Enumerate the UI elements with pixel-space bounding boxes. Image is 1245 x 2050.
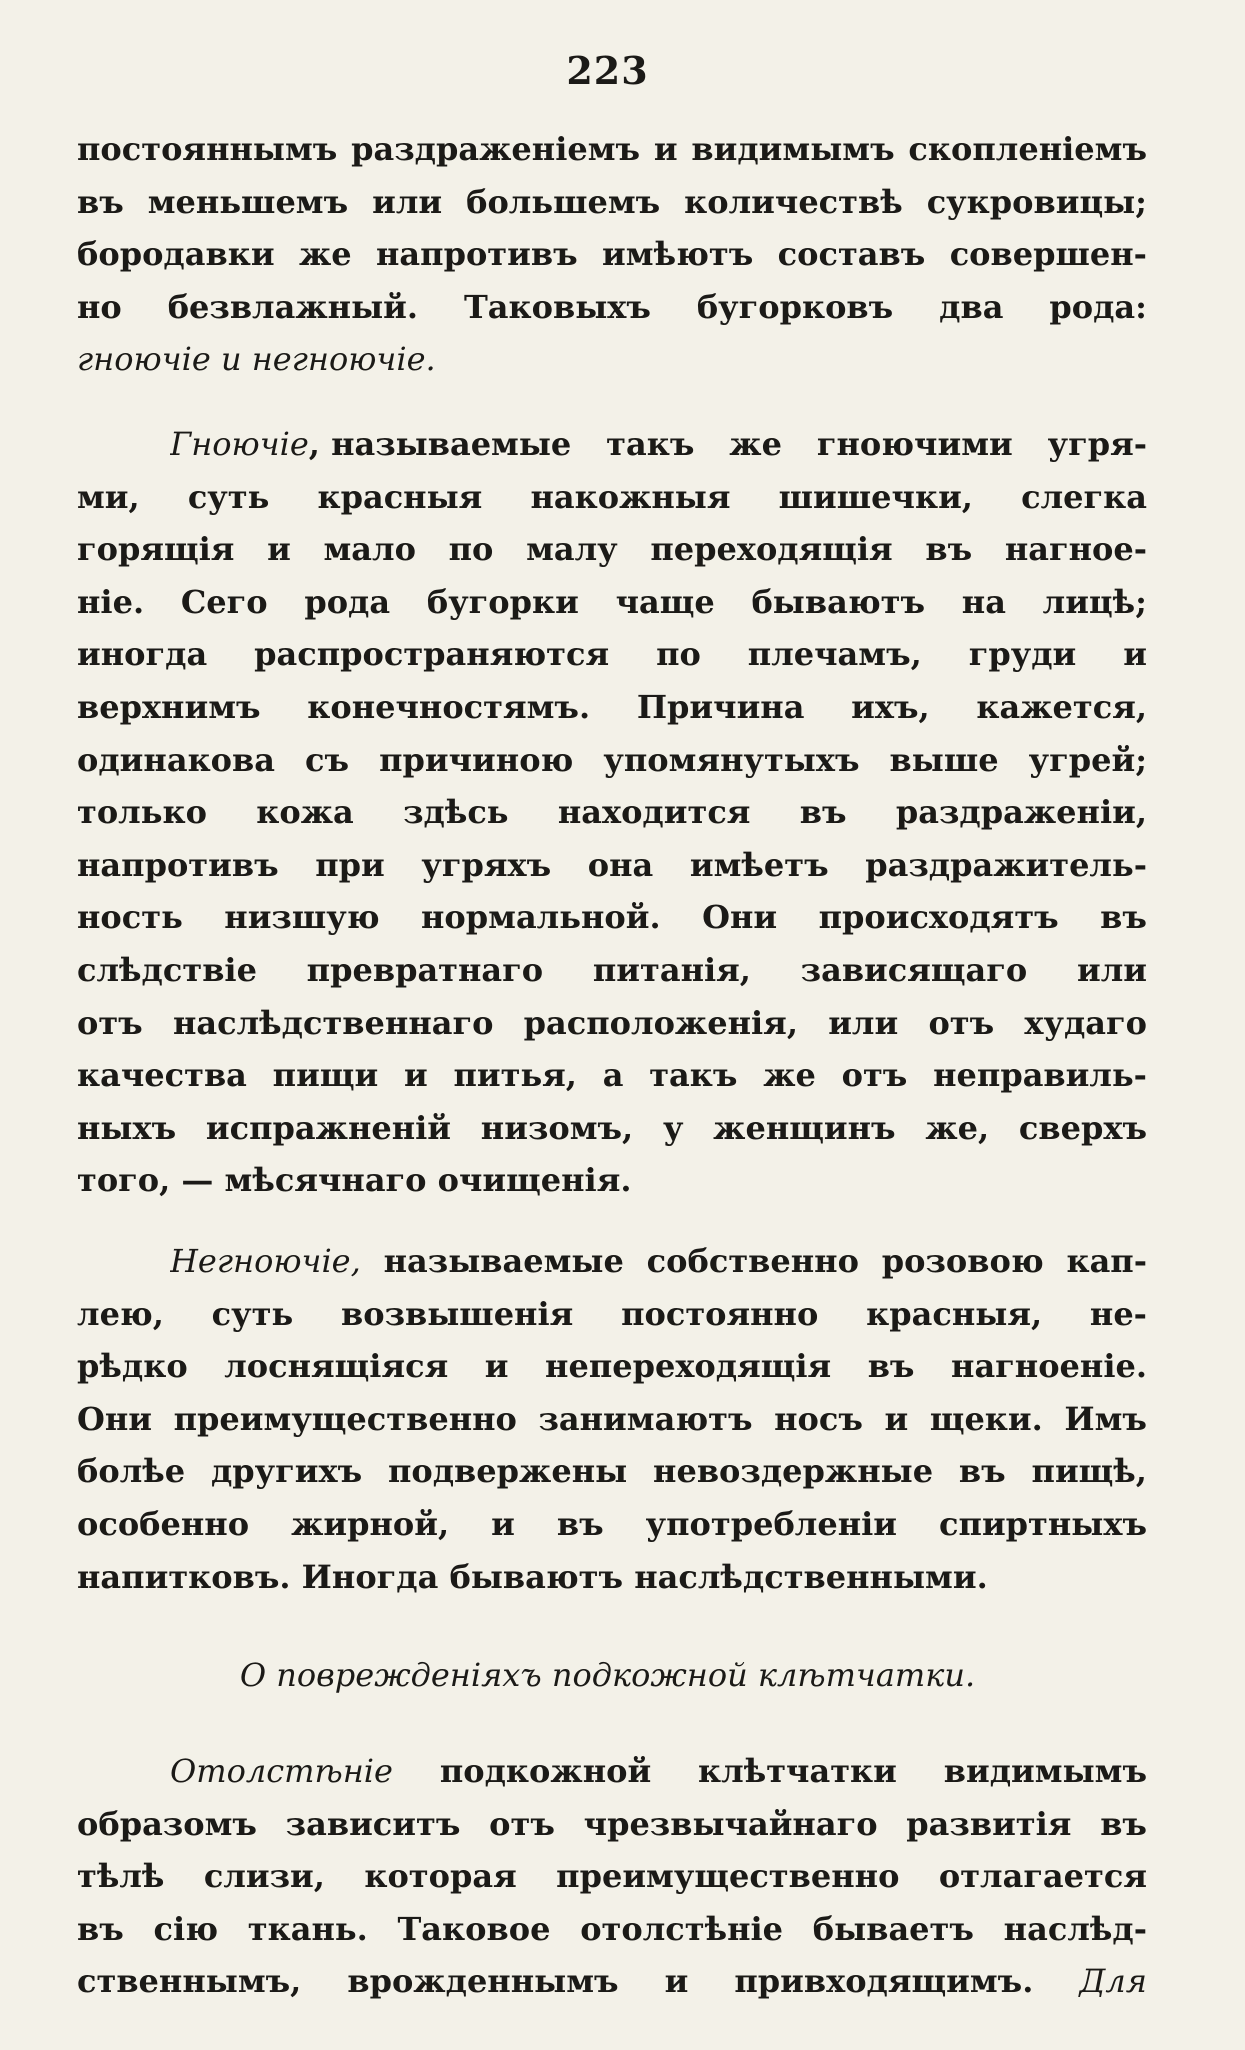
text-line xyxy=(77,741,1147,794)
word: раздраженіемъ xyxy=(351,130,641,168)
word: привходящимъ. xyxy=(734,1962,1034,2001)
word: Таковыхъ xyxy=(463,287,651,326)
text-line xyxy=(77,183,1147,236)
word: пищи xyxy=(272,1056,379,1095)
text-line xyxy=(77,288,1147,341)
word: отъ xyxy=(841,1056,908,1095)
word: тѣлѣ xyxy=(77,1857,165,1896)
word: низшую xyxy=(224,898,380,937)
text-line xyxy=(77,1056,1147,1109)
word: ихъ, xyxy=(851,687,930,726)
word: малу xyxy=(526,530,618,569)
word: врожденнымъ xyxy=(347,1962,619,2001)
word: безвлажный. xyxy=(167,287,419,326)
word: Они xyxy=(702,898,778,937)
text-line xyxy=(77,1295,1147,1348)
word: или xyxy=(1076,950,1147,989)
word: болѣе xyxy=(77,1452,186,1491)
word: совершен- xyxy=(949,235,1147,274)
word: спиртныхъ xyxy=(939,1504,1147,1543)
word: , называемые xyxy=(308,425,572,463)
word: иногда xyxy=(77,635,208,674)
word: по xyxy=(656,635,701,674)
word: отолстѣніе xyxy=(580,1909,784,1948)
word: отъ xyxy=(489,1804,555,1843)
paragraph-last-line: напитковъ. Иногда бываютъ наслѣдственными. xyxy=(77,1557,988,1596)
word: слегка xyxy=(1021,477,1147,516)
word: слизи, xyxy=(203,1857,325,1896)
word: рода xyxy=(304,582,391,621)
italic-terms: гноючіе и негноючіе. xyxy=(77,340,436,379)
italic-term: Отолстѣніе xyxy=(170,1752,393,1790)
word: по xyxy=(448,530,494,569)
word: гноючими xyxy=(816,425,1013,463)
word: кожа xyxy=(256,793,354,832)
word: на xyxy=(961,582,1006,621)
word: Для xyxy=(1079,1962,1147,2001)
word: въ xyxy=(958,1452,1006,1491)
text-line xyxy=(77,583,1147,636)
word: а xyxy=(602,1056,624,1095)
word: такъ xyxy=(606,425,695,463)
word: одинакова xyxy=(77,740,275,779)
word: превратнаго xyxy=(306,950,544,989)
paragraph-1 xyxy=(77,130,1147,393)
word: зависящаго xyxy=(800,950,1028,989)
word: здѣсь xyxy=(403,793,509,832)
word: такъ xyxy=(649,1056,738,1095)
word: составъ xyxy=(777,235,926,274)
word: отлагается xyxy=(938,1857,1147,1896)
text-line xyxy=(77,1805,1147,1858)
text-line xyxy=(77,530,1147,583)
word: скопленіемъ xyxy=(908,130,1147,168)
word: клѣтчатки xyxy=(698,1752,897,1790)
text-line xyxy=(77,340,1147,393)
word: женщинъ xyxy=(713,1108,896,1147)
word: отъ xyxy=(77,1003,143,1042)
word: развитія xyxy=(906,1804,1072,1843)
word: употребленіи xyxy=(645,1504,898,1543)
word: но xyxy=(77,287,122,326)
text-line xyxy=(77,1004,1147,1057)
word: меньшемъ xyxy=(147,182,349,221)
word: сукровицы; xyxy=(926,182,1147,221)
word: же xyxy=(763,1056,816,1095)
word: рѣдко xyxy=(77,1347,188,1386)
word: напротивъ xyxy=(77,845,279,884)
word: въ xyxy=(77,1909,124,1948)
word: постоянно xyxy=(621,1294,819,1333)
text-line xyxy=(77,1347,1147,1400)
word: возвышенія xyxy=(340,1294,574,1333)
word: красныя xyxy=(317,477,483,516)
word: она xyxy=(587,845,654,884)
text-line xyxy=(77,951,1147,1004)
word: розовою xyxy=(881,1242,1044,1280)
text-line xyxy=(77,635,1147,688)
word: бородавки xyxy=(77,235,275,274)
word: постояннымъ xyxy=(77,130,338,168)
word: раздраженіи, xyxy=(895,793,1147,832)
word: выше xyxy=(889,740,999,779)
word: въ xyxy=(556,1504,604,1543)
paragraph-2 xyxy=(77,425,1147,1214)
word: нормальной. xyxy=(421,898,661,937)
word: происходятъ xyxy=(818,898,1059,937)
word: имѣетъ xyxy=(689,845,829,884)
text-line xyxy=(77,1910,1147,1963)
word: накожныя xyxy=(530,477,731,516)
word: горящія xyxy=(77,530,235,569)
word: жирной, xyxy=(291,1504,450,1543)
word: Таковое xyxy=(397,1909,551,1948)
text-line xyxy=(170,1752,1147,1805)
word: въ xyxy=(867,1347,915,1386)
word: пищѣ, xyxy=(1031,1452,1147,1491)
word: видимымъ xyxy=(691,130,895,168)
word: съ xyxy=(305,740,350,779)
word: питья, xyxy=(453,1056,577,1095)
word: бываетъ xyxy=(812,1909,974,1948)
word: занимаютъ xyxy=(538,1399,753,1438)
word: плечамъ, xyxy=(747,635,922,674)
word: непереходящія xyxy=(545,1347,832,1386)
word: лоснящіяся xyxy=(224,1347,449,1386)
word: Они xyxy=(77,1399,153,1438)
word: расположенія, xyxy=(523,1003,798,1042)
word: которая xyxy=(364,1857,517,1896)
word: худаго xyxy=(1024,1003,1147,1042)
word: чаще xyxy=(615,582,715,621)
text-line xyxy=(170,1242,1147,1295)
word: наслѣдственнаго xyxy=(172,1003,494,1042)
word: качества xyxy=(77,1056,247,1095)
word: угря- xyxy=(1047,425,1147,463)
word: и xyxy=(1123,635,1147,674)
word: бываютъ xyxy=(751,582,926,621)
word: при xyxy=(315,845,385,884)
word: лею, xyxy=(77,1294,164,1333)
text-line xyxy=(77,898,1147,951)
word: переходящія xyxy=(650,530,893,569)
word: въ xyxy=(925,530,973,569)
word: рода: xyxy=(1049,287,1147,326)
section-heading: О поврежденіяхъ подкожной клѣтчатки. xyxy=(239,1656,976,1694)
word: же xyxy=(729,425,782,463)
word: ніе. xyxy=(77,582,145,621)
word: имѣютъ xyxy=(602,235,754,274)
word: и xyxy=(884,1399,909,1438)
word: чрезвычайнаго xyxy=(583,1804,878,1843)
text-line xyxy=(77,1452,1147,1505)
word: же xyxy=(298,235,352,274)
text-line xyxy=(77,478,1147,531)
page-number: 223 xyxy=(566,48,649,93)
text-line xyxy=(170,425,1147,478)
word: низомъ, xyxy=(480,1108,634,1147)
word: въ xyxy=(1100,898,1147,937)
word: ность xyxy=(77,898,183,937)
word: ныхъ xyxy=(77,1108,177,1147)
word: только xyxy=(77,793,207,832)
word: въ xyxy=(799,793,847,832)
text-line xyxy=(77,793,1147,846)
word: и xyxy=(653,130,678,168)
word: въ xyxy=(77,182,124,221)
word: у xyxy=(662,1108,684,1147)
word: угряхъ xyxy=(421,845,552,884)
word: два xyxy=(939,287,1004,326)
word: суть xyxy=(187,477,270,516)
word: причиною xyxy=(379,740,574,779)
word: ми, xyxy=(77,477,140,516)
word: образомъ xyxy=(77,1804,257,1843)
word: щеки. xyxy=(929,1399,1043,1438)
word: напротивъ xyxy=(376,235,578,274)
word: и xyxy=(491,1504,515,1543)
word: упомянутыхъ xyxy=(603,740,860,779)
word: и xyxy=(664,1962,689,2001)
word: кап- xyxy=(1066,1242,1147,1280)
word: носъ xyxy=(774,1399,863,1438)
word: или xyxy=(828,1003,899,1042)
word: другихъ xyxy=(210,1452,363,1491)
word: красныя, xyxy=(866,1294,1043,1333)
word: раздражитель- xyxy=(865,845,1147,884)
paragraph-4 xyxy=(77,1752,1147,2015)
text-line xyxy=(77,1400,1147,1453)
word: и xyxy=(403,1056,428,1095)
word: зависитъ xyxy=(285,1804,461,1843)
word: сію xyxy=(153,1909,218,1948)
word: преимущественно xyxy=(173,1399,517,1438)
text-line xyxy=(77,235,1147,288)
word: сверхъ xyxy=(1018,1108,1147,1147)
italic-term: Негноючіе, xyxy=(170,1242,361,1280)
word: суть xyxy=(211,1294,294,1333)
word: нагное- xyxy=(1004,530,1147,569)
text-line xyxy=(77,1505,1147,1558)
text-line xyxy=(77,130,1147,183)
word: угрей; xyxy=(1028,740,1147,779)
word: бугорковъ xyxy=(696,287,894,326)
word: груди xyxy=(968,635,1077,674)
text-line xyxy=(77,1109,1147,1162)
text-line xyxy=(77,688,1147,741)
text-line xyxy=(77,1558,1147,1611)
text-line xyxy=(77,1161,1147,1214)
word: отъ xyxy=(928,1003,995,1042)
word: и xyxy=(267,530,291,569)
word: бугорки xyxy=(426,582,579,621)
word: питанія, xyxy=(592,950,751,989)
word: Имъ xyxy=(1064,1399,1147,1438)
text-line xyxy=(77,1962,1147,2015)
italic-term: Гноючіе xyxy=(170,425,309,463)
word: Сего xyxy=(180,582,268,621)
word: собственно xyxy=(646,1242,859,1280)
word: особенно xyxy=(77,1504,250,1543)
text-line xyxy=(77,1857,1147,1910)
word: наслѣд- xyxy=(1003,1909,1147,1948)
word: находится xyxy=(557,793,751,832)
word: подвержены xyxy=(387,1452,628,1491)
word: подкожной xyxy=(439,1752,652,1790)
paragraph-3 xyxy=(77,1242,1147,1610)
word: количествѣ xyxy=(684,182,903,221)
word: кажется, xyxy=(976,687,1147,726)
word: въ xyxy=(1100,1804,1147,1843)
word: большемъ xyxy=(466,182,661,221)
word: испражненій xyxy=(205,1108,452,1147)
word: невоздержные xyxy=(653,1452,934,1491)
word: нагноеніе. xyxy=(951,1347,1147,1386)
word: же, xyxy=(925,1108,990,1147)
text-line xyxy=(77,846,1147,899)
word: верхнимъ xyxy=(77,687,261,726)
paragraph-last-line: того, — мѣсячнаго очищенія. xyxy=(77,1161,632,1200)
word: не- xyxy=(1089,1294,1147,1333)
word: распространяются xyxy=(254,635,610,674)
word: ственнымъ, xyxy=(77,1962,302,2001)
word: или xyxy=(372,182,443,221)
word: и xyxy=(484,1347,509,1386)
word: шишечки, xyxy=(778,477,973,516)
word: называемые xyxy=(383,1242,624,1280)
word: лицѣ; xyxy=(1042,582,1147,621)
word: неправиль- xyxy=(933,1056,1147,1095)
word: Причина xyxy=(636,687,805,726)
word: слѣдствіе xyxy=(77,950,257,989)
word: конечностямъ. xyxy=(307,687,591,726)
word: видимымъ xyxy=(943,1752,1147,1790)
word: мало xyxy=(323,530,416,569)
word: преимущественно xyxy=(556,1857,900,1896)
word: ткань. xyxy=(247,1909,368,1948)
